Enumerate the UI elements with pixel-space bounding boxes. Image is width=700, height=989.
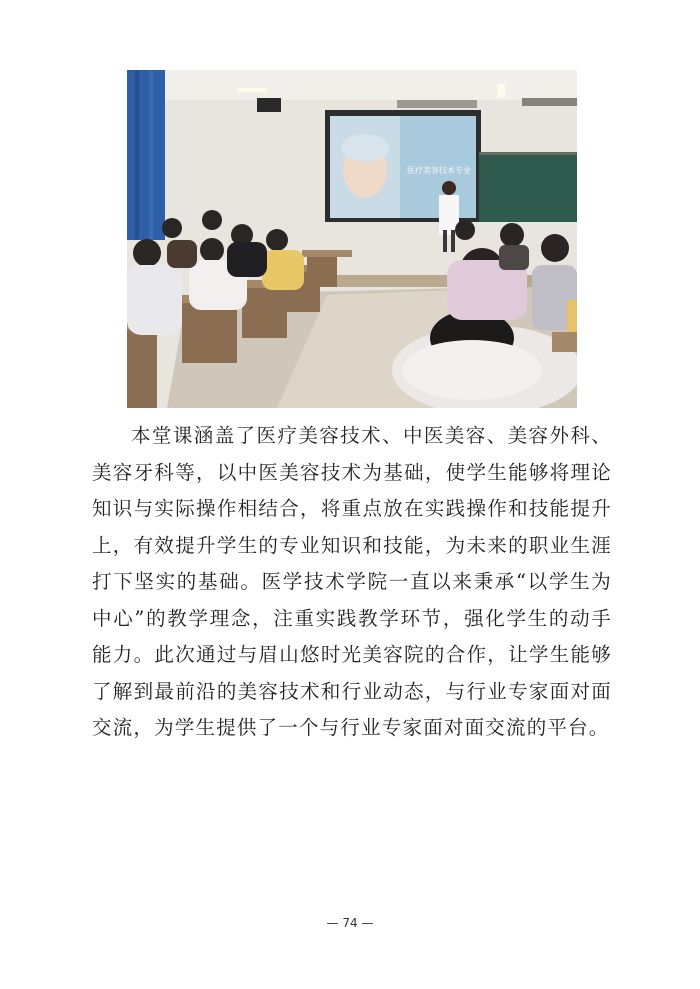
classroom-photo	[127, 70, 577, 408]
page-number: — 74 —	[326, 916, 374, 930]
classroom-scene	[127, 70, 577, 408]
slide-title: 医疗美容技术专业	[407, 166, 471, 175]
article-paragraph: 本堂课涵盖了医疗美容技术、中医美容、美容外科、美容牙科等，以中医美容技术为基础，使学生能够将理论知识与实际操作相结合，将重点放在实践操作和技能提升上，有效提升学生的专业知识和技能，为未来的职业生涯打下坚实的基础。医学技术学院一直以来秉承“以学生为中心”的教学理念，注重实践教学环节，强化学生的动手能力。此次通过与眉山悠时光美容院的合作，让学生能够了解到最前沿的美容技术和行业动态，与行业专家面对面交流，为学生提供了一个与行业专家面对面交流的平台。	[92, 424, 612, 739]
